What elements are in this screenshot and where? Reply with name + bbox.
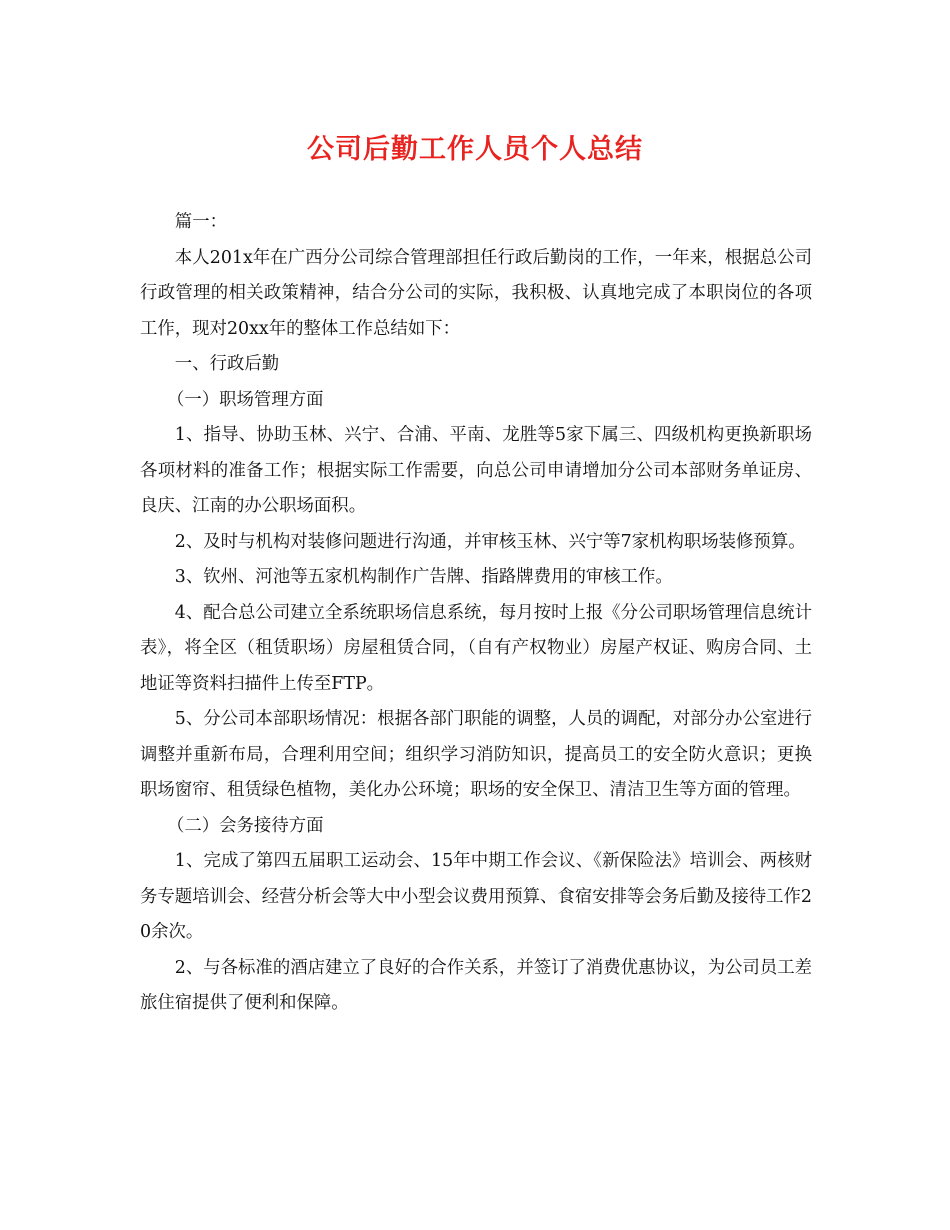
heading-admin-logistics: 一、行政后勤: [174, 354, 280, 374]
paragraph-item: 3、钦州、河池等五家机构制作广告牌、指路牌费用的审核工作。: [174, 567, 673, 587]
subheading-conference-reception: （二）会务接待方面: [166, 815, 324, 836]
paragraph-section-label: 篇一：: [174, 212, 227, 232]
paragraph-item: 1、完成了第四五届职工运动会、15年中期工作会议、《新保险法》培训会、两核财务专题培训会、经营分析会等大中小型会议费用预算、食宿安排等会务后勤及接待工作20余次。: [140, 851, 812, 942]
document-body: [140, 205, 812, 1022]
paragraph-intro: 本人201x年在广西分公司综合管理部担任行政后勤岗的工作，一年来，根据总公司行政管理的相关政策精神，结合分公司的实际，我积极、认真地完成了本职岗位的各项工作，现对20xx年的整体工作总结如下：: [140, 247, 812, 339]
paragraph-item: 4、配合总公司建立全系统职场信息系统，每月按时上报《分公司职场管理信息统计表》，将全区（租赁职场）房屋租赁合同，（自有产权物业）房屋产权证、购房合同、土地证等资料扫描件上传至FTP。: [140, 602, 812, 694]
document-title: 公司后勤工作人员个人总结: [307, 134, 643, 165]
paragraph-item: 1、指导、协助玉林、兴宁、合浦、平南、龙胜等5家下属三、四级机构更换新职场各项材料的准备工作；根据实际工作需要，向总公司申请增加分公司本部财务单证房、良庆、江南的办公职场面积。: [140, 425, 812, 516]
paragraph-item: 2、及时与机构对装修问题进行沟通，并审核玉林、兴宁等7家机构职场装修预算。: [174, 531, 806, 552]
paragraph-item: 2、与各标准的酒店建立了良好的合作关系，并签订了消费优惠协议，为公司员工差旅住宿提供了便利和保障。: [140, 957, 812, 1013]
subheading-workplace-management: （一）职场管理方面: [166, 389, 324, 410]
paragraph-item: 5、分公司本部职场情况：根据各部门职能的调整，人员的调配，对部分办公室进行调整并重新布局，合理利用空间；组织学习消防知识，提高员工的安全防火意识；更换职场窗帘、租赁绿色植物，美化办公环境；职场的安全保卫、清洁卫生等方面的管理。: [140, 709, 812, 800]
